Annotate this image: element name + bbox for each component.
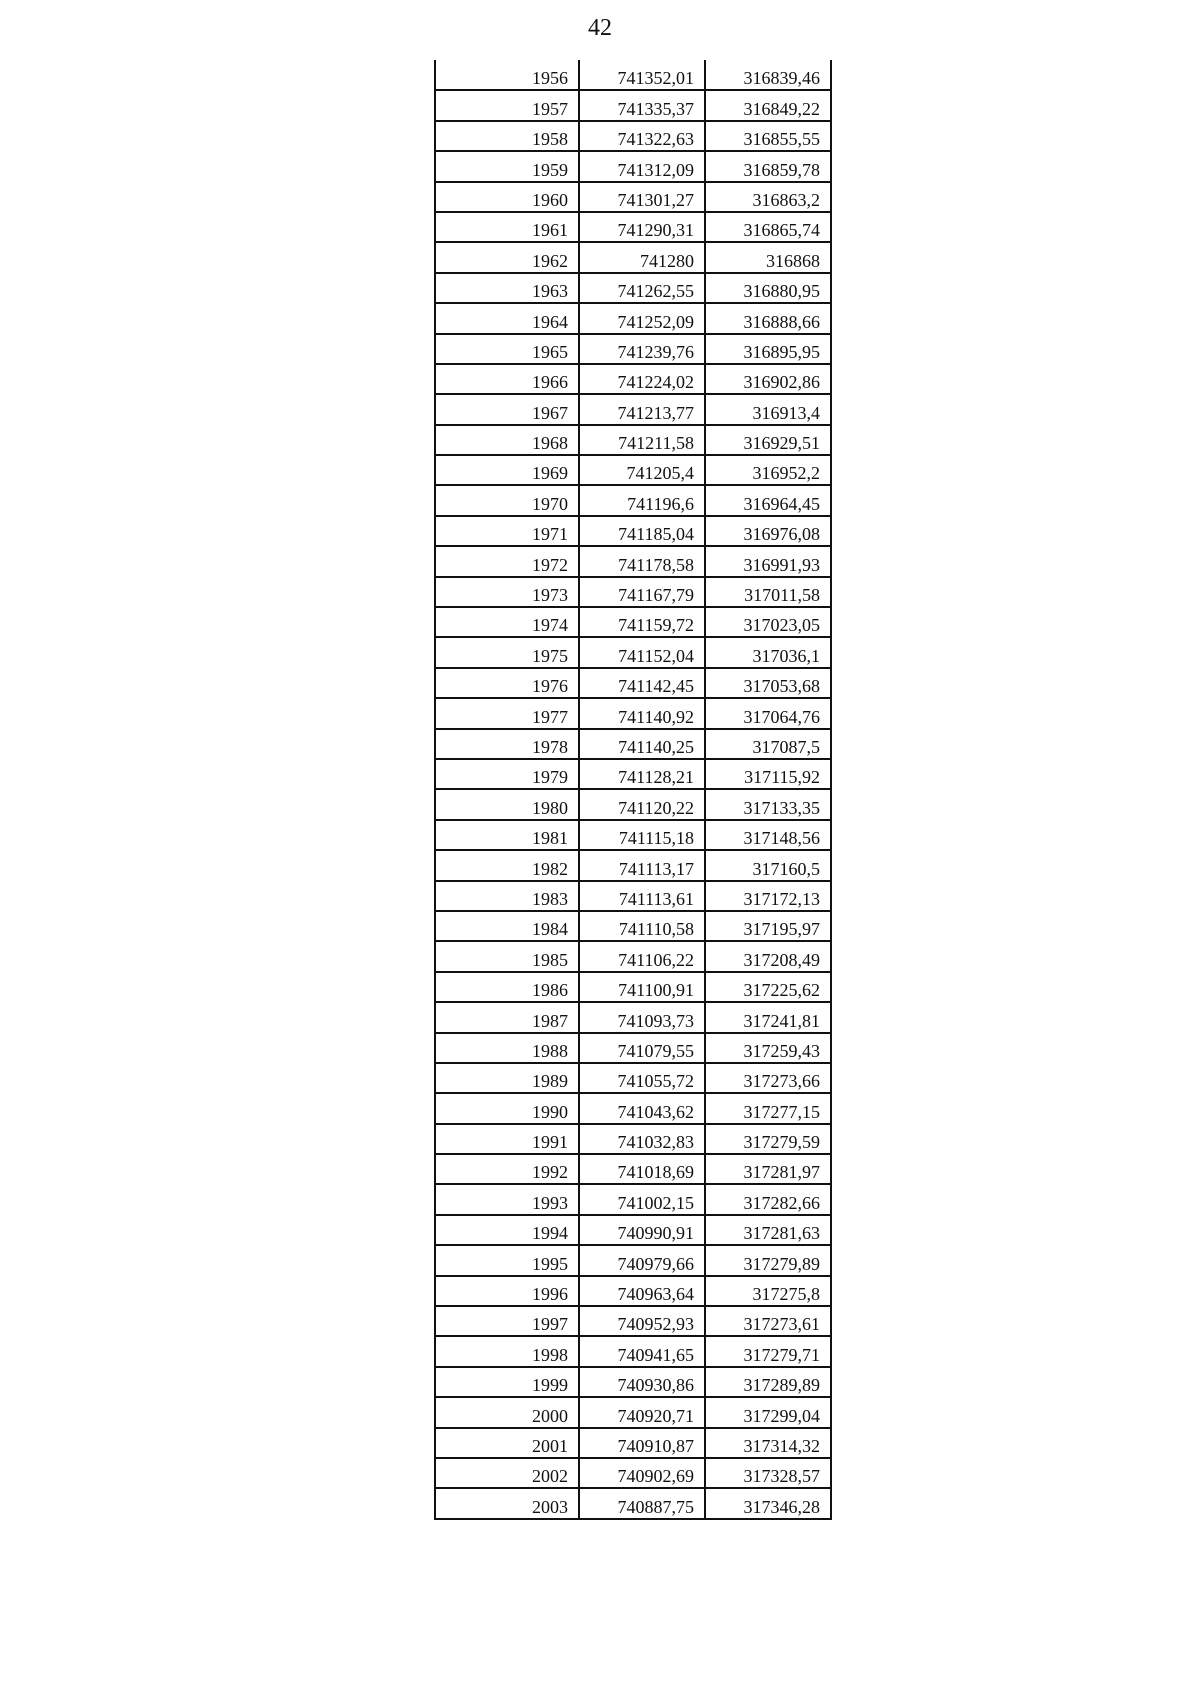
y-coordinate-cell: 317148,56 [705, 820, 831, 850]
x-coordinate-cell: 741239,76 [579, 334, 705, 364]
page-number: 42 [588, 15, 612, 41]
x-coordinate-cell: 741213,77 [579, 394, 705, 424]
table-row [435, 577, 831, 607]
point-number-cell: 1963 [435, 273, 579, 303]
table-row [435, 637, 831, 667]
y-coordinate-cell: 316859,78 [705, 151, 831, 181]
table-row [435, 941, 831, 971]
y-coordinate-cell: 316902,86 [705, 364, 831, 394]
x-coordinate-cell: 741211,58 [579, 425, 705, 455]
y-coordinate-cell: 317346,28 [705, 1488, 831, 1518]
point-number-cell: 1999 [435, 1367, 579, 1397]
x-coordinate-cell: 741093,73 [579, 1002, 705, 1032]
point-number-cell: 1987 [435, 1002, 579, 1032]
y-coordinate-cell: 317036,1 [705, 637, 831, 667]
table-row [435, 151, 831, 181]
point-number-cell: 1996 [435, 1276, 579, 1306]
x-coordinate-cell: 740979,66 [579, 1245, 705, 1275]
x-coordinate-cell: 741301,27 [579, 182, 705, 212]
y-coordinate-cell: 317281,97 [705, 1154, 831, 1184]
x-coordinate-cell: 740963,64 [579, 1276, 705, 1306]
y-coordinate-cell: 316888,66 [705, 303, 831, 333]
point-number-cell: 1994 [435, 1215, 579, 1245]
point-number-cell: 1961 [435, 212, 579, 242]
y-coordinate-cell: 316964,45 [705, 485, 831, 515]
y-coordinate-cell: 316865,74 [705, 212, 831, 242]
point-number-cell: 1975 [435, 637, 579, 667]
table-row [435, 881, 831, 911]
x-coordinate-cell: 741352,01 [579, 60, 705, 90]
y-coordinate-cell: 317279,71 [705, 1336, 831, 1366]
table-row [435, 698, 831, 728]
y-coordinate-cell: 317299,04 [705, 1397, 831, 1427]
x-coordinate-cell: 741290,31 [579, 212, 705, 242]
y-coordinate-cell: 317023,05 [705, 607, 831, 637]
y-coordinate-cell: 316952,2 [705, 455, 831, 485]
x-coordinate-cell: 741018,69 [579, 1154, 705, 1184]
y-coordinate-cell: 316895,95 [705, 334, 831, 364]
table-row [435, 1215, 831, 1245]
x-coordinate-cell: 741152,04 [579, 637, 705, 667]
point-number-cell: 1973 [435, 577, 579, 607]
y-coordinate-cell: 317195,97 [705, 911, 831, 941]
x-coordinate-cell: 741159,72 [579, 607, 705, 637]
point-number-cell: 1977 [435, 698, 579, 728]
point-number-cell: 1980 [435, 789, 579, 819]
point-number-cell: 1971 [435, 516, 579, 546]
x-coordinate-cell: 741280 [579, 242, 705, 272]
x-coordinate-cell: 741142,45 [579, 668, 705, 698]
table-row [435, 182, 831, 212]
x-coordinate-cell: 741167,79 [579, 577, 705, 607]
point-number-cell: 1989 [435, 1063, 579, 1093]
point-number-cell: 1983 [435, 881, 579, 911]
table-row [435, 425, 831, 455]
table-row [435, 1063, 831, 1093]
table-row [435, 1154, 831, 1184]
point-number-cell: 1992 [435, 1154, 579, 1184]
y-coordinate-cell: 317282,66 [705, 1184, 831, 1214]
table-row [435, 759, 831, 789]
y-coordinate-cell: 317273,66 [705, 1063, 831, 1093]
point-number-cell: 1986 [435, 972, 579, 1002]
coordinates-table [434, 60, 832, 1520]
y-coordinate-cell: 317259,43 [705, 1033, 831, 1063]
table-row [435, 212, 831, 242]
y-coordinate-cell: 316863,2 [705, 182, 831, 212]
x-coordinate-cell: 741335,37 [579, 90, 705, 120]
point-number-cell: 1965 [435, 334, 579, 364]
table-row [435, 1124, 831, 1154]
table-row [435, 242, 831, 272]
x-coordinate-cell: 741113,61 [579, 881, 705, 911]
y-coordinate-cell: 317279,89 [705, 1245, 831, 1275]
x-coordinate-cell: 741055,72 [579, 1063, 705, 1093]
table-row [435, 485, 831, 515]
y-coordinate-cell: 317225,62 [705, 972, 831, 1002]
table-row [435, 607, 831, 637]
table-row [435, 1336, 831, 1366]
table-row [435, 334, 831, 364]
y-coordinate-cell: 317011,58 [705, 577, 831, 607]
table-row [435, 1458, 831, 1488]
y-coordinate-cell: 317289,89 [705, 1367, 831, 1397]
point-number-cell: 1988 [435, 1033, 579, 1063]
point-number-cell: 1974 [435, 607, 579, 637]
y-coordinate-cell: 316991,93 [705, 546, 831, 576]
y-coordinate-cell: 317064,76 [705, 698, 831, 728]
x-coordinate-cell: 741224,02 [579, 364, 705, 394]
x-coordinate-cell: 741115,18 [579, 820, 705, 850]
table-row [435, 60, 831, 90]
table-row [435, 303, 831, 333]
table-row [435, 1488, 831, 1518]
table-row [435, 820, 831, 850]
table-row [435, 1367, 831, 1397]
x-coordinate-cell: 741252,09 [579, 303, 705, 333]
x-coordinate-cell: 740887,75 [579, 1488, 705, 1518]
coordinates-table-body [435, 60, 831, 1519]
x-coordinate-cell: 741100,91 [579, 972, 705, 1002]
x-coordinate-cell: 740952,93 [579, 1306, 705, 1336]
point-number-cell: 1979 [435, 759, 579, 789]
point-number-cell: 1985 [435, 941, 579, 971]
point-number-cell: 1969 [435, 455, 579, 485]
table-row [435, 121, 831, 151]
y-coordinate-cell: 316976,08 [705, 516, 831, 546]
y-coordinate-cell: 317275,8 [705, 1276, 831, 1306]
point-number-cell: 1968 [435, 425, 579, 455]
table-row [435, 729, 831, 759]
point-number-cell: 1981 [435, 820, 579, 850]
y-coordinate-cell: 316868 [705, 242, 831, 272]
point-number-cell: 1964 [435, 303, 579, 333]
x-coordinate-cell: 740920,71 [579, 1397, 705, 1427]
y-coordinate-cell: 317328,57 [705, 1458, 831, 1488]
y-coordinate-cell: 316913,4 [705, 394, 831, 424]
point-number-cell: 1970 [435, 485, 579, 515]
x-coordinate-cell: 741205,4 [579, 455, 705, 485]
x-coordinate-cell: 741185,04 [579, 516, 705, 546]
point-number-cell: 1998 [435, 1336, 579, 1366]
y-coordinate-cell: 316839,46 [705, 60, 831, 90]
table-row [435, 668, 831, 698]
x-coordinate-cell: 740902,69 [579, 1458, 705, 1488]
point-number-cell: 2002 [435, 1458, 579, 1488]
point-number-cell: 2000 [435, 1397, 579, 1427]
table-row [435, 394, 831, 424]
point-number-cell: 1966 [435, 364, 579, 394]
x-coordinate-cell: 740941,65 [579, 1336, 705, 1366]
x-coordinate-cell: 741110,58 [579, 911, 705, 941]
y-coordinate-cell: 317281,63 [705, 1215, 831, 1245]
y-coordinate-cell: 316855,55 [705, 121, 831, 151]
point-number-cell: 1962 [435, 242, 579, 272]
x-coordinate-cell: 741106,22 [579, 941, 705, 971]
point-number-cell: 1967 [435, 394, 579, 424]
point-number-cell: 1991 [435, 1124, 579, 1154]
y-coordinate-cell: 317241,81 [705, 1002, 831, 1032]
y-coordinate-cell: 317314,32 [705, 1428, 831, 1458]
point-number-cell: 1982 [435, 850, 579, 880]
y-coordinate-cell: 316849,22 [705, 90, 831, 120]
table-row [435, 1093, 831, 1123]
point-number-cell: 1978 [435, 729, 579, 759]
x-coordinate-cell: 741178,58 [579, 546, 705, 576]
table-row [435, 789, 831, 819]
table-row [435, 911, 831, 941]
table-row [435, 516, 831, 546]
table-row [435, 1428, 831, 1458]
y-coordinate-cell: 317172,13 [705, 881, 831, 911]
x-coordinate-cell: 741128,21 [579, 759, 705, 789]
point-number-cell: 2003 [435, 1488, 579, 1518]
point-number-cell: 1984 [435, 911, 579, 941]
x-coordinate-cell: 741032,83 [579, 1124, 705, 1154]
point-number-cell: 1959 [435, 151, 579, 181]
table-row [435, 364, 831, 394]
x-coordinate-cell: 741043,62 [579, 1093, 705, 1123]
point-number-cell: 1956 [435, 60, 579, 90]
y-coordinate-cell: 317133,35 [705, 789, 831, 819]
x-coordinate-cell: 741113,17 [579, 850, 705, 880]
point-number-cell: 1976 [435, 668, 579, 698]
x-coordinate-cell: 740910,87 [579, 1428, 705, 1458]
table-row [435, 1276, 831, 1306]
y-coordinate-cell: 317115,92 [705, 759, 831, 789]
table-row [435, 1397, 831, 1427]
point-number-cell: 1990 [435, 1093, 579, 1123]
y-coordinate-cell: 317273,61 [705, 1306, 831, 1336]
table-row [435, 90, 831, 120]
x-coordinate-cell: 741140,92 [579, 698, 705, 728]
point-number-cell: 1972 [435, 546, 579, 576]
x-coordinate-cell: 740990,91 [579, 1215, 705, 1245]
point-number-cell: 1995 [435, 1245, 579, 1275]
y-coordinate-cell: 317277,15 [705, 1093, 831, 1123]
table-row [435, 972, 831, 1002]
point-number-cell: 1993 [435, 1184, 579, 1214]
table-row [435, 1306, 831, 1336]
table-row [435, 850, 831, 880]
point-number-cell: 1960 [435, 182, 579, 212]
x-coordinate-cell: 741312,09 [579, 151, 705, 181]
point-number-cell: 1997 [435, 1306, 579, 1336]
point-number-cell: 1958 [435, 121, 579, 151]
x-coordinate-cell: 741002,15 [579, 1184, 705, 1214]
y-coordinate-cell: 316929,51 [705, 425, 831, 455]
x-coordinate-cell: 741322,63 [579, 121, 705, 151]
y-coordinate-cell: 316880,95 [705, 273, 831, 303]
x-coordinate-cell: 741262,55 [579, 273, 705, 303]
y-coordinate-cell: 317279,59 [705, 1124, 831, 1154]
point-number-cell: 2001 [435, 1428, 579, 1458]
table-row [435, 1245, 831, 1275]
table-row [435, 1033, 831, 1063]
y-coordinate-cell: 317087,5 [705, 729, 831, 759]
y-coordinate-cell: 317160,5 [705, 850, 831, 880]
table-row [435, 455, 831, 485]
x-coordinate-cell: 741120,22 [579, 789, 705, 819]
table-row [435, 273, 831, 303]
y-coordinate-cell: 317208,49 [705, 941, 831, 971]
table-row [435, 1002, 831, 1032]
x-coordinate-cell: 741140,25 [579, 729, 705, 759]
x-coordinate-cell: 741196,6 [579, 485, 705, 515]
point-number-cell: 1957 [435, 90, 579, 120]
x-coordinate-cell: 740930,86 [579, 1367, 705, 1397]
x-coordinate-cell: 741079,55 [579, 1033, 705, 1063]
table-row [435, 546, 831, 576]
y-coordinate-cell: 317053,68 [705, 668, 831, 698]
table-row [435, 1184, 831, 1214]
